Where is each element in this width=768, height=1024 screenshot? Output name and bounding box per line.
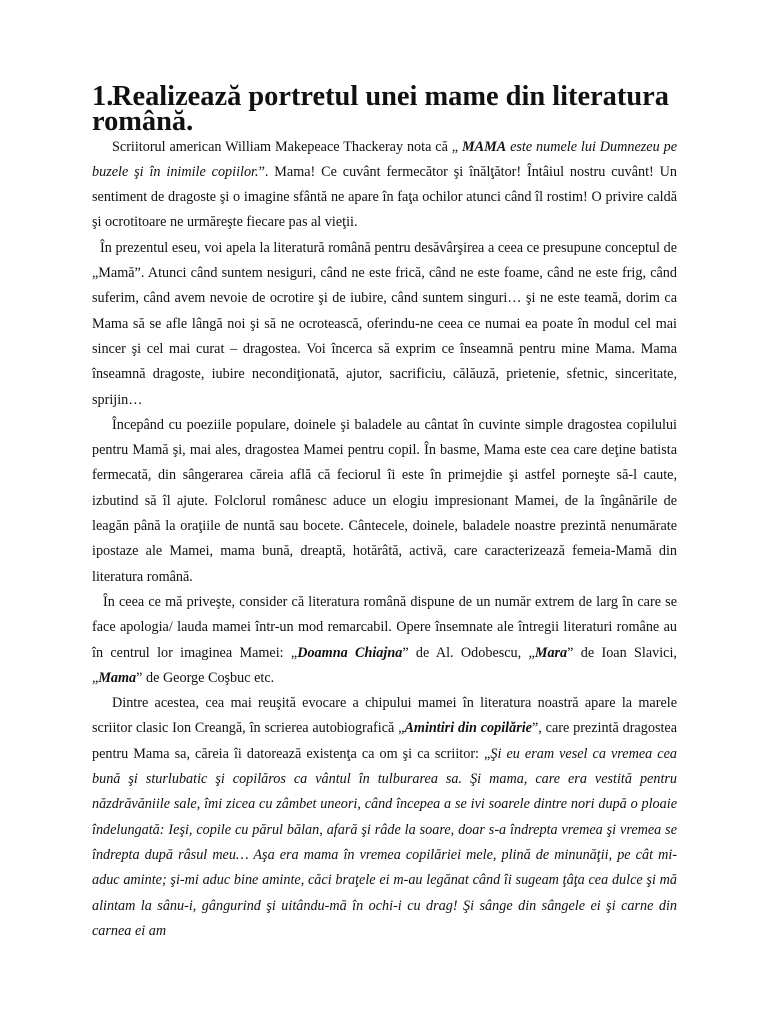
paragraph-4 <box>92 590 677 691</box>
paragraph-1 <box>92 135 677 236</box>
p1-quote-emphasis: MAMA <box>462 138 507 155</box>
work-title-mama: Mama <box>98 669 137 686</box>
p1-text-b: ”. Mama! Ce cuvânt fermecător şi înălţător! Întâiul nostru cuvânt! Un sentiment de dragoste şi o imagine sfântă ne apare în faţa ochilor atunci când îl rostim! O privire caldă şi ocrotitoare ne urmăreşte fiecare pas al vieţii. <box>92 163 678 231</box>
p5-text-b: ”, care prezintă dragostea pentru Mama sa, căreia îi datorează existenţa ca om şi ca scriitor: „ <box>92 720 677 762</box>
p4-text-d: ” de George Coşbuc etc. <box>136 669 275 686</box>
essay-heading <box>92 81 677 138</box>
creanga-quote: Şi eu eram vesel ca vremea cea bună şi sturlubatic şi copilăros ca vântul în tulburarea sa. Şi mama, care era vestită pentru năzdrăvăniile sale, îmi zicea cu zâmbet uneori, când începea a se ivi soarele dintre nori după o ploaie îndelungată: Ieşi, copile cu părul bălan, afară şi râde la soare, doar s-a îndrepta vremea şi vremea se îndrepta după râsul meu… Aşa era mama în vremea copilăriei mele, plină de minunăţii, pe cât mi-aduc aminte; şi-mi aduc bine aminte, căci braţele ei m-au legănat când îi sugeam ţâţa cea dulce şi mă alintam la sânu-i, gângurind şi uitându-mă în ochi-i cu drag! Şi sânge din sângele ei şi carne din carnea ei am <box>92 745 677 939</box>
work-title-amintiri: Amintiri din copilărie <box>404 720 532 737</box>
work-title-doamna-chiajna: Doamna Chiajna <box>297 644 403 661</box>
heading-text: Realizează portretul unei mame din literatura română. <box>92 81 669 138</box>
p4-text-a: În ceea ce mă priveşte, consider că literatura română dispune de un număr extrem de larg în care se face apologia/ lauda mamei într-un mod remarcabil. Opere însemnate ale întregii literaturi române au în centrul lor imaginea Mamei: „ <box>92 593 677 661</box>
document-page <box>92 81 678 944</box>
work-title-mara: Mara <box>534 644 568 661</box>
paragraph-2: În prezentul eseu, voi apela la literatură română pentru desăvârşirea a ceea ce presupune conceptul de „Mamă”. Atunci când suntem nesiguri, când ne este frică, când ne este foame, când ne este frig, când suferim, când avem nevoie de ocrotire şi de iubire, când suntem singuri… şi ne este teamă, dorim ca Mama să se afle lângă noi şi să ne ocrotească, oferindu-ne ceea ce numai ea poate în modul cel mai sincer şi cel mai curat – dragostea. Voi încerca să exprim ce înseamnă pentru mine Mama. Mama înseamnă dragoste, iubire necondiţionată, ajutor, sacrificiu, călăuză, prietenie, sfetnic, sinceritate, sprijin… <box>92 239 677 408</box>
p5-text-a: Dintre acestea, cea mai reuşită evocare a chipului mamei în literatura noastră apare la marele scriitor clasic Ion Creangă, în scrierea autobiografică „ <box>92 695 677 737</box>
p4-text-c: ” de Ioan Slavici, „ <box>92 644 677 686</box>
heading-number: 1. <box>92 81 114 112</box>
p1-quote: este numele lui Dumnezeu pe buzele şi în inimile copiilor. <box>92 138 677 180</box>
p4-text-b: ” de Al. Odobescu, „ <box>402 644 535 661</box>
paragraph-5 <box>92 691 677 944</box>
paragraph-3: Începând cu poeziile populare, doinele şi baladele au cântat în cuvinte simple dragostea copilului pentru Mamă şi, mai ales, dragostea Mamei pentru copil. În basme, Mama este cea care deţine batista fermecată, din sângerarea căreia află că feciorul îi este în primejdie şi astfel porneşte să-l caute, izbutind să îl ajute. Folclorul românesc aduce un elogiu impresionant Mamei, de la îngânările de leagăn până la oraţiile de nuntă sau bocete. Cântecele, doinele, baladele noastre prezintă nenumărate ipostaze ale Mamei, mama bună, dreaptă, hotărâtă, activă, care caracterizează femeia-Mamă din literatura română. <box>92 416 677 585</box>
p1-text-a: Scriitorul american William Makepeace Thackeray nota că „ <box>112 138 463 155</box>
